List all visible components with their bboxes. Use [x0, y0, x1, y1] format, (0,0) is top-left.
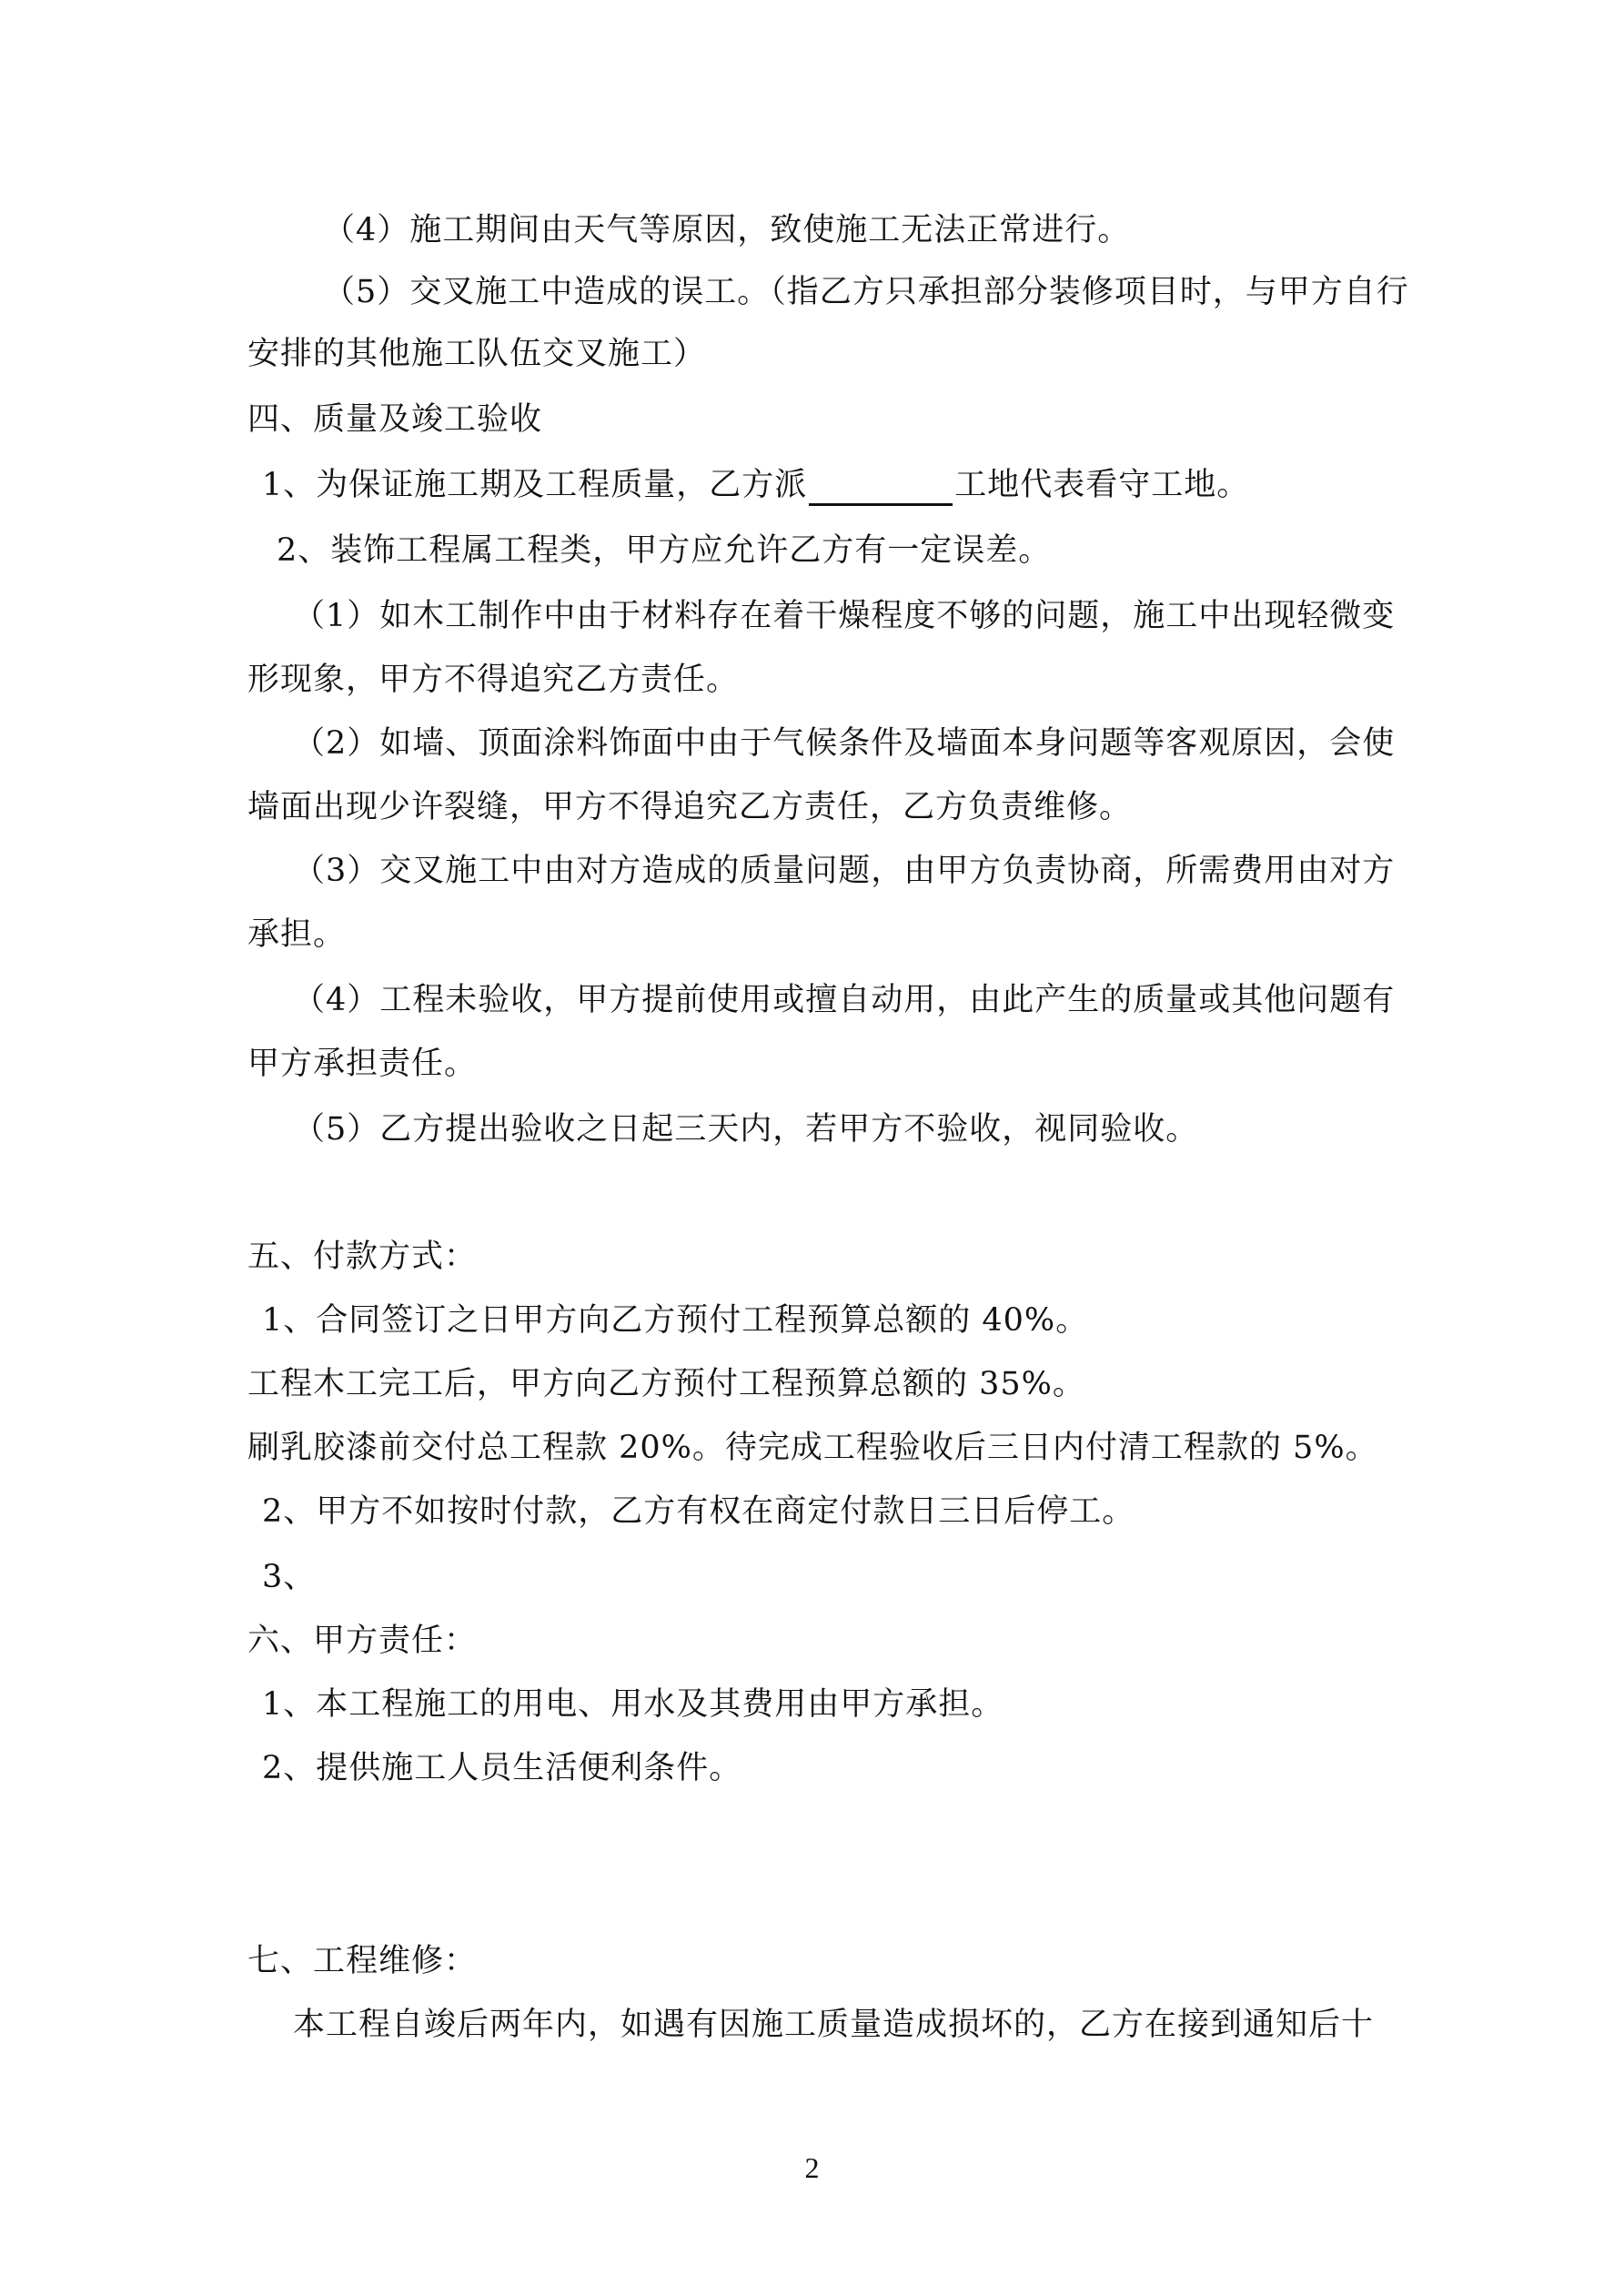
- text-line: 刷乳胶漆前交付总工程款 20%。待完成工程验收后三日内付清工程款的 5%。: [247, 1430, 1378, 1466]
- text-line-with-blank: [262, 464, 1249, 506]
- text-line: （5）交叉施工中造成的误工。（指乙方只承担部分装修项目时，与甲方自行: [323, 274, 1409, 310]
- text-line: 1、合同签订之日甲方向乙方预付工程预算总额的 40%。: [262, 1302, 1089, 1339]
- text-line: 本工程自竣后两年内，如遇有因施工质量造成损坏的，乙方在接到通知后十: [293, 2007, 1375, 2043]
- text-line: （4）施工期间由天气等原因，致使施工无法正常进行。: [323, 212, 1131, 248]
- text-segment: 1、为保证施工期及工程质量，乙方派: [262, 467, 808, 503]
- text-segment: 工地代表看守工地。: [954, 467, 1250, 503]
- text-line: 2、装饰工程属工程类，甲方应允许乙方有一定误差。: [277, 532, 1052, 569]
- text-line: （2）如墙、顶面涂料饰面中由于气候条件及墙面本身问题等客观原因，会使: [293, 725, 1396, 762]
- section-heading: 六、甲方责任：: [247, 1623, 478, 1659]
- section-heading: 四、质量及竣工验收: [247, 401, 543, 438]
- text-line: 形现象，甲方不得追究乙方责任。: [247, 662, 740, 698]
- text-line: 2、提供施工人员生活便利条件。: [262, 1750, 742, 1786]
- fill-in-blank: [809, 470, 953, 506]
- text-line: 承担。: [247, 916, 347, 953]
- section-heading: 五、付款方式：: [247, 1239, 478, 1275]
- text-line: （1）如木工制作中由于材料存在着干燥程度不够的问题，施工中出现轻微变: [293, 598, 1396, 634]
- page-number: 2: [804, 2151, 820, 2184]
- text-line: 安排的其他施工队伍交叉施工）: [247, 336, 707, 372]
- text-line: （5）乙方提出验收之日起三天内，若甲方不验收，视同验收。: [293, 1111, 1199, 1148]
- text-line: （4）工程未验收，甲方提前使用或擅自动用，由此产生的质量或其他问题有: [293, 982, 1396, 1018]
- section-heading: 七、工程维修：: [247, 1943, 478, 1979]
- text-line: 1、本工程施工的用电、用水及其费用由甲方承担。: [262, 1686, 1004, 1723]
- text-line: 墙面出现少许裂缝，甲方不得追究乙方责任，乙方负责维修。: [247, 789, 1133, 825]
- text-line: 3、: [262, 1559, 317, 1595]
- text-line: 工程木工完工后，甲方向乙方预付工程预算总额的 35%。: [247, 1366, 1085, 1402]
- text-line: 甲方承担责任。: [247, 1046, 478, 1082]
- text-line: （3）交叉施工中由对方造成的质量问题，由甲方负责协商，所需费用由对方: [293, 853, 1396, 889]
- text-line: 2、甲方不如按时付款，乙方有权在商定付款日三日后停工。: [262, 1493, 1135, 1530]
